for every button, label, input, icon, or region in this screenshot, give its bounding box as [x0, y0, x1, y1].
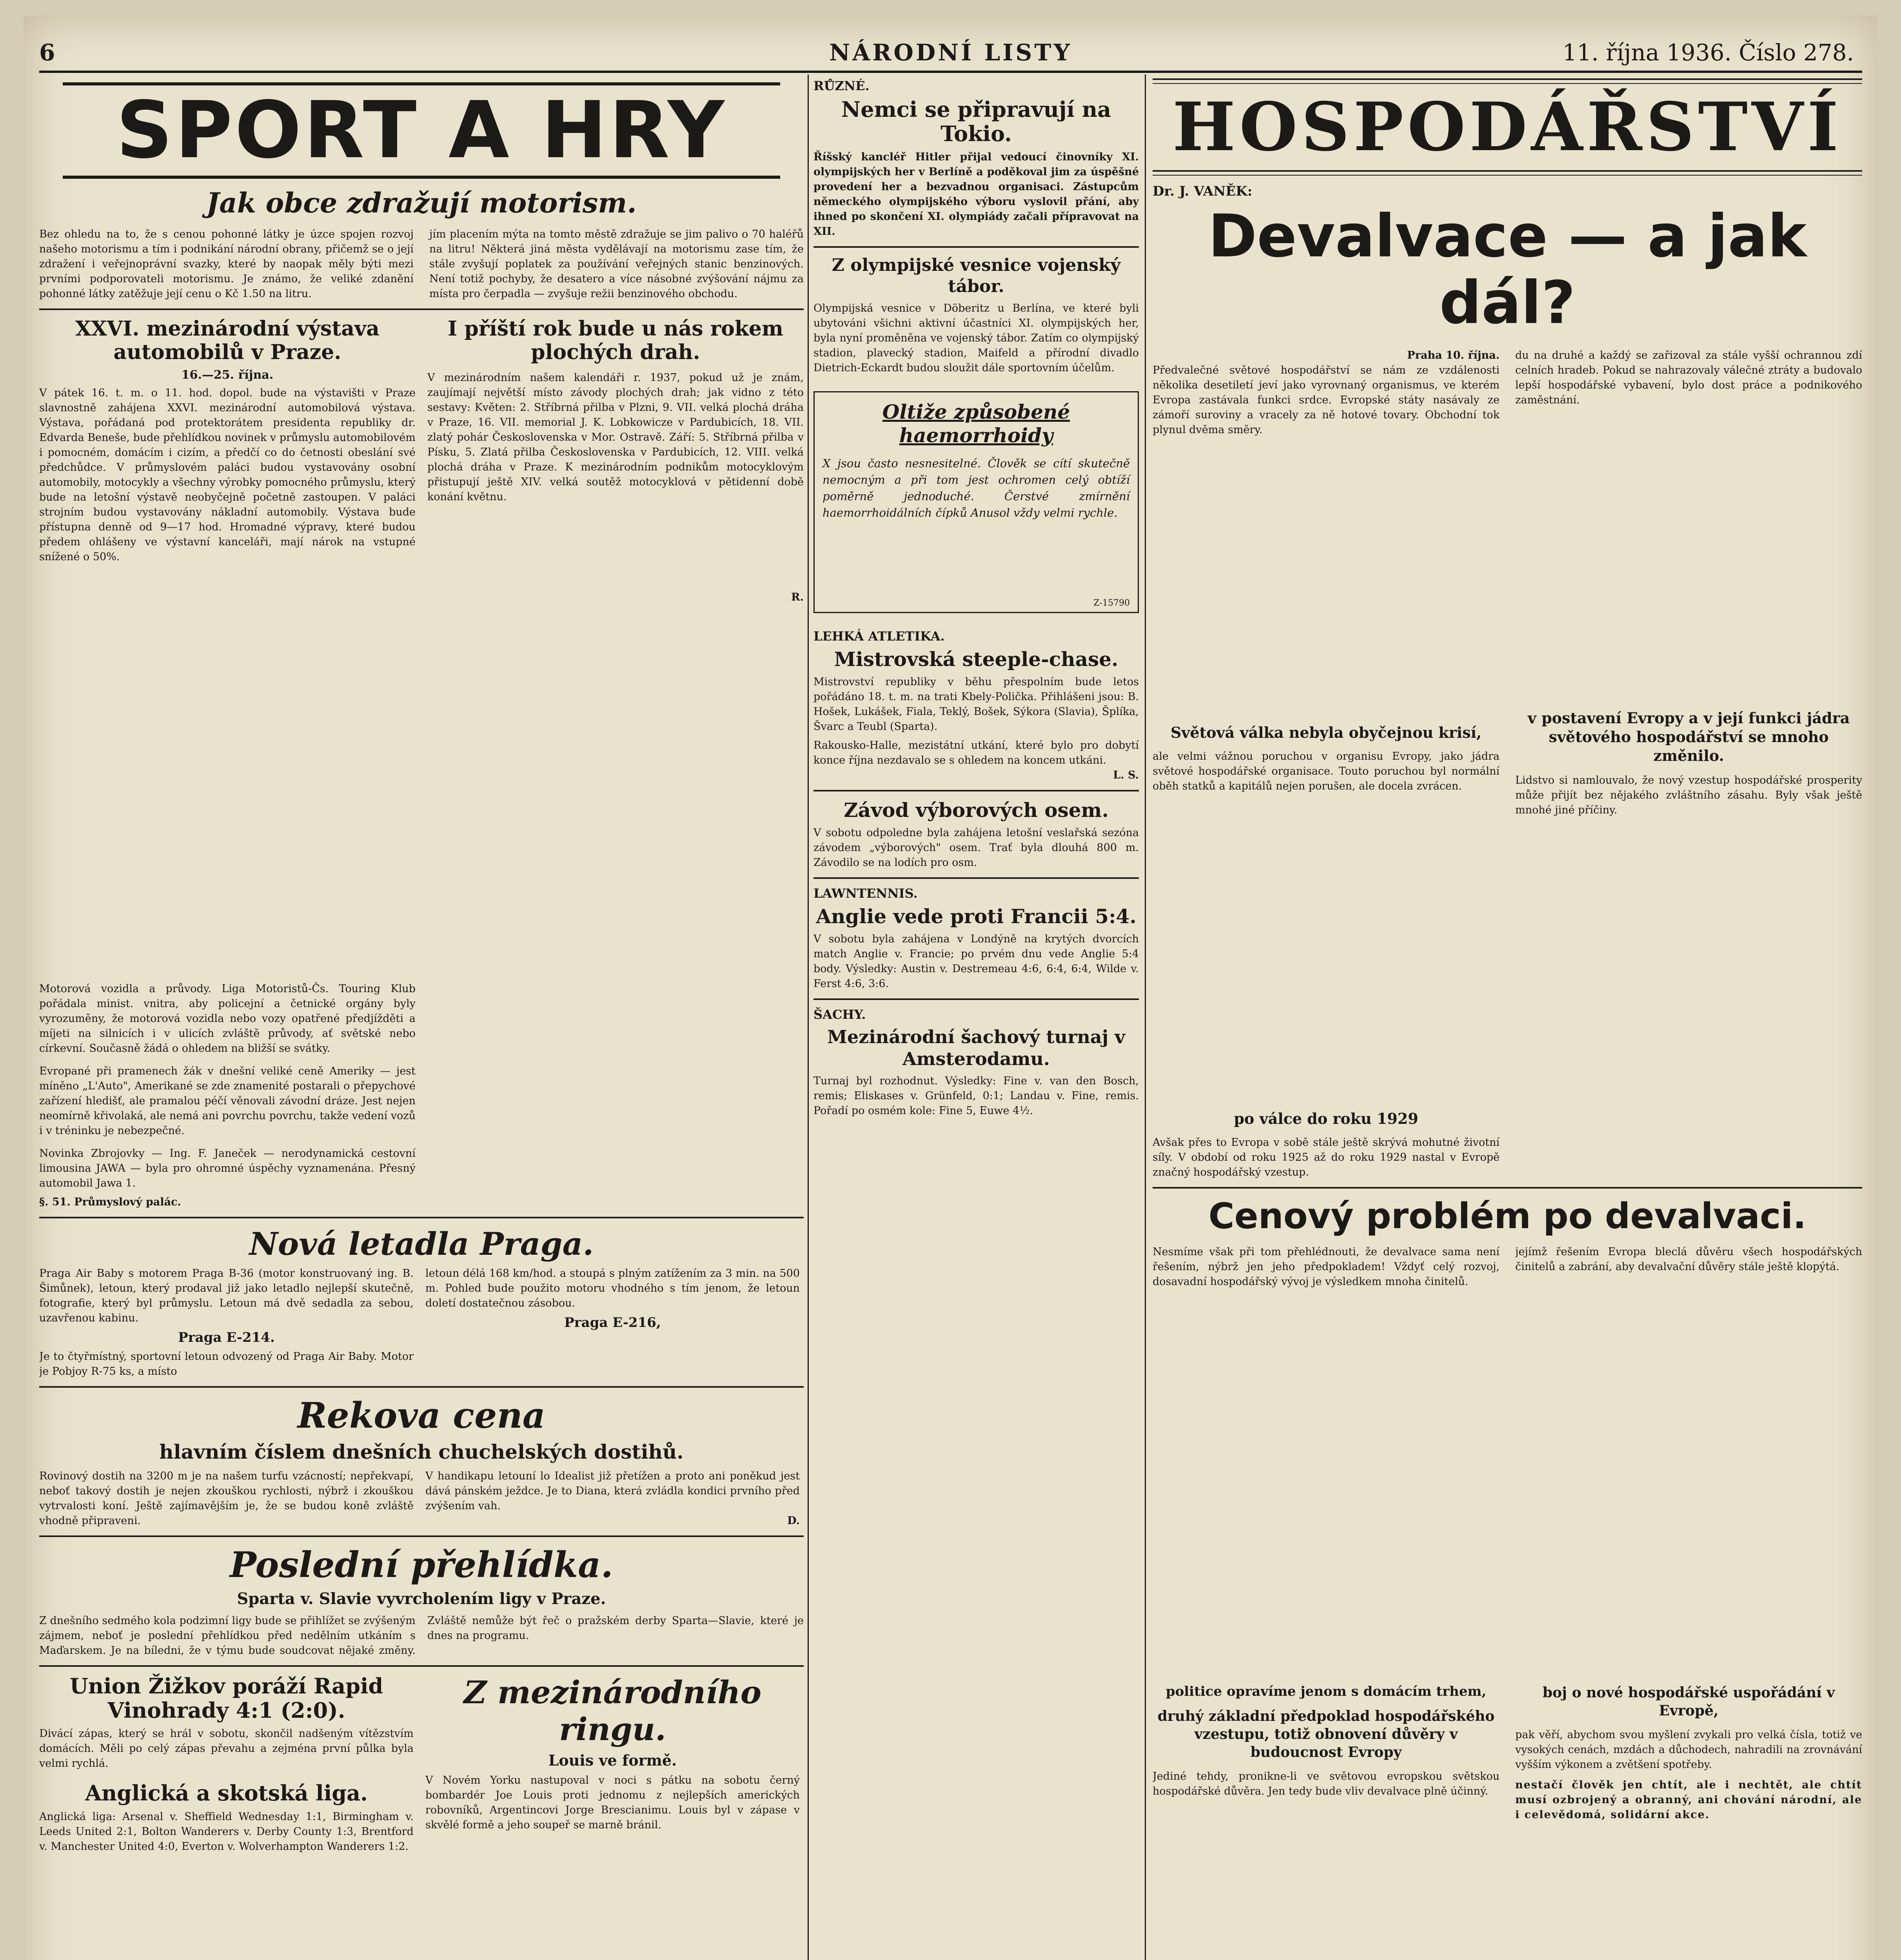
article-text: Anglická liga: Arsenal v. Sheffield Wednesday 1:1, Birmingham v. Leeds United 2:1, Bolton Wanderers v. Derby County 1:3, Brentford v. Manchester United 4:0, Everton v. Wolverhampton Wanderers 1:2. — [39, 1811, 414, 1853]
paper-name: NÁRODNÍ LISTY — [829, 39, 1072, 66]
article-text: Říšský kancléř Hitler přijal vedoucí činovníky XI. olympijských her v Berlíně a poděkoval jim za úspěšné provedení her a bezvadnou organisaci. Zástupcům německého olympijského výboru vyslovil přání, aby ihned po skončení XI. olympiády začali přípravovat na XII. — [813, 151, 1139, 238]
rubric: LEHKÁ ATLETIKA. — [813, 629, 945, 644]
article-text: Olympijská vesnice v Döberitz u Berlína, ve které byli ubytováni všichni aktivní účastníci XI. olympijských her, byla nyní proměněna ve vojenský tábor. Zatím co olympijský stadion, plavecký stadion, Maifeld a přírodní divadlo Dietrich-Eckardt budou sloužit dále sportovním účelům. — [813, 302, 1139, 374]
closing-text: nestačí člověk jen chtít, ale i nechtět, ale chtít musí ozbrojený a obranný, ani chování národní, ale i celevědomá, solidární akce. — [1515, 1779, 1862, 1821]
sport-middle-column — [813, 78, 1139, 1960]
subhead: druhý základní předpoklad hospodářského vzestupu, totiž obnovení důvěry v budoucnost Evropy — [1157, 1708, 1495, 1760]
aircraft-label: Praga E-214. — [178, 1330, 275, 1345]
economy-area — [1153, 78, 1862, 1960]
article-title: Z olympijské vesnice vojenský tábor. — [832, 255, 1121, 296]
article-title: Poslední přehlídka. — [230, 1544, 613, 1586]
article-title: Devalvace — a jak dál? — [1208, 202, 1807, 337]
sport-section-title: SPORT A HRY — [63, 82, 780, 179]
article-text: Je to čtyřmístný, sportovní letoun odvozený od Praga Air Baby. Motor je Pobjoy R-75 ks, a místo — [39, 1350, 414, 1377]
article-text: ale velmi vážnou poruchou v organisu Evropy, jako jádra světové hospodářské organisace. Touto poruchou byl normální oběh statků a kapitálů nejen porušen, ale docela zvrácen. — [1153, 750, 1500, 792]
notice-text: Novinka Zbrojovky — Ing. F. Janeček — nerodynamická cestovní limousina JAWA — byla pro ohromné úspěchy vyznamenána. Přesný automobil Jawa 1. — [39, 1147, 416, 1189]
notice-text: Motorová vozidla a průvody. Liga Motoristů-Čs. Touring Klub pořádala minist. vnitra, aby policejní a četnické orgány byly vyrozuměny, že motorová vozidla nebo vozy opatřené předjížděti a míjeti na silnicích i v ulicích zvláště průvody, ať světské nebo církevní. Současně žádá o ohledem na bližší se svátky. — [39, 983, 416, 1054]
article-text: Divácí zápas, který se hrál v sobotu, skončil nadšeným vítězstvím domácích. Měli po celý zápas převahu a zejména první půlka byla velmi rychlá. — [39, 1728, 414, 1769]
rubric: RŮZNÉ. — [813, 78, 870, 93]
rubric: LAWNTENNIS. — [813, 886, 918, 901]
article-text: pak věří, abychom svou myšlení zvykali pro velká čísla, totiž ve vysokých cenách, mzdách a důchodech, nahradili na zrovnávání vyšším výkonem a zvětšení spotřeby. — [1515, 1729, 1862, 1771]
article-text: Jediné tehdy, pronikne-li ve světovou evropskou světskou hospodářské důvěra. Jen tedy bude vliv devalvace plně účinný. — [1153, 1770, 1500, 1797]
article-text: V mezinárodním našem kalendáři r. 1937, pokud už je znám, zaujímají největší místo závody plochých drah; jak vidno z této sestavy: Květen: 2. Stříbrná přilba v Plzni, 9. VII. velká plochá dráha v Praze, 16. VII. memorial J. K. Lobkowicze v Pardubicích, 18. VII. zlatý pohár Československa v Mor. Ostravě. Září: 5. Stříbrná přilba v Písku, 5. Zlatá přilba Československa v Pardubicích, 12. VIII. velká plochá dráha v Praze. K mezinárodním podnikům motocyklovým přistupují ještě XIV. velká soutěž motocyklová v pětidenní době konání květnu. — [427, 372, 804, 503]
header-rule — [39, 71, 1862, 73]
article-text: V pátek 16. t. m. o 11. hod. dopol. bude na výstavišti v Praze slavnostně zahájena XXVI. mezinárodní automobilová výstava. Výstava, pořádaná pod protektorátem presidenta republiky dr. Edvarda Beneše, bude přehlídkou novinek v průmyslu automobilovém i pomocném, domácím i cizím, a předčí co do četnosti obeslání své předchůdce. V průmyslovém paláci budou vystavovány osobní automobily, motocykly a všechny výrobky pomocného průmyslu, který bude na letošní výstavě neobyčejně početně zastoupen. V paláci strojním budou vystavovány nákladní automobily. Výstava bude přístupna denně od 9—17 hod. Hromadné výpravy, které budou předem ohlášeny ve výstavní kanceláři, mají nárok na vstupné snížené o 50%. — [39, 387, 416, 563]
page-number: 6 — [39, 39, 58, 66]
subhead: boj o nové hospodářské uspořádání v Evropě, — [1542, 1684, 1835, 1719]
subhead: politice opravíme jenom s domácím trhem, — [1166, 1684, 1487, 1699]
ad-line: §. 51. Průmyslový palác. — [39, 1196, 181, 1208]
issue-date: 11. října 1936. Číslo 278. — [1562, 39, 1854, 66]
article-text: Mistrovství republiky v běhu přespolním bude letos pořádáno 18. t. m. na trati Kbely-Polička. Přihlášeni jsou: B. Hošek, Lukášek, Fiala, Teklý, Bošek, Sýkora (Slavia), Šplíka, Švarc a Teubl (Sparta). — [813, 676, 1139, 733]
article-text: Turnaj byl rozhodnut. Výsledky: Fine v. van den Bosch, remis; Eliskases v. Grünfeld, 0:1; Landau v. Fine, remis. Pořadí po osmém kole: Fine 5, Euwe 4½. — [813, 1075, 1139, 1117]
byline: Dr. J. VANĚK: — [1153, 183, 1253, 199]
ad-text: X jsou často nesnesitelné. Člověk se cítí skutečně nemocným a při tom jest ochromen celý obtíží poměrně jednoduché. Čerstvé zmírnění haemorrhoidálních čípků Anusol vždy velmi rychle. — [822, 457, 1130, 519]
article-text: jejímž řešením Evropa bleclá důvěru všech hospodářských činitelů a zabrání, aby devalvační důvěry stále ještě klopýtá. — [1515, 1246, 1862, 1273]
article-title: Rekova cena — [297, 1395, 546, 1436]
article-dateline: Praha 10. října. — [1407, 349, 1500, 361]
article-text: V Novém Yorku nastupoval v noci s pátku na sobotu černý bombardér Joe Louis proti jednomu z nejlepších amerických robovníků, Argentincovi Jorge Brescianimu. Louis byl v zápase v skvělé formě a jeho soupeř se marně bránil. — [425, 1774, 800, 1831]
subhead: Světová válka nebyla obyčejnou krisí, — [1170, 724, 1482, 741]
article-title: Cenový problém po devalvaci. — [1208, 1196, 1807, 1237]
article-text: V sobotu byla zahájena v Londýně na krytých dvorcích match Anglie v. Francie; po prvém dnu vede Anglie 5:4 body. Výsledky: Austin v. Destremeau 4:6, 6:4, 6:4, Wilde v. Ferst 4:6, 3:6. — [813, 933, 1139, 990]
article-text: Rovinový dostih na 3200 m je na našem turfu vzácností; nepřekvapí, neboť takový dostih je nejen zkouškou rychlosti, nýbrž i zkouškou vytrvalosti koní. Ještě zajímavějším je, že se budou koně zvláště vhodně připraveni. — [39, 1470, 414, 1527]
article-title: XXVI. mezinárodní výstava automobilů v Praze. — [75, 317, 379, 364]
rubric: ŠACHY. — [813, 1007, 866, 1022]
sport-left-area — [39, 78, 804, 1960]
article-text: Praga Air Baby s motorem Praga B-36 (motor konstruovaný ing. B. Šimůnek), letoun, který prodaval již jako letadlo nejlepší skutečně, fotografie, který byl průmyslu. Letoun má dvě sedadla za sebou, uzavřenou kabinu. — [39, 1267, 414, 1324]
article-title: Anglie vede proti Francii 5:4. — [816, 905, 1137, 928]
advertisement — [813, 391, 1139, 613]
article-sign: D. — [787, 1515, 800, 1527]
newspaper-page — [24, 16, 1877, 1960]
article-sign: L. S. — [1113, 769, 1139, 781]
article-subtitle: Louis ve formě. — [548, 1751, 677, 1769]
article-title: Z mezinárodního ringu. — [463, 1674, 762, 1748]
column-divider — [808, 74, 809, 1960]
article-text: Avšak přes to Evropa v sobě stále ještě skrývá mohutné životní síly. V období od roku 1925 až do roku 1929 nastal v Evropě značný hospodářský vzestup. — [1153, 1136, 1500, 1178]
article-text: Bez ohledu na to, že s cenou pohonné látky je úzce spojen rozvoj našeho motorismu a tím i podnikání národní obrany, přičemž se o její zdražení i veřejnoprávní svazky, které by naopak měly býti mezi prvními podporovateli motorismu. Je známo, že veliké zdanění pohonné látky zatěžuje její cenu o Kč 1.50 na litru. — [39, 228, 414, 300]
notice-text: Evropané při pramenech žák v dnešní veliké ceně Ameriky — jest míněno „L'Auto", Amerikané se zde znamenité postarali o přepychové zařízení hledišť, ale pramalou péčí věnovali závodní dráze. Jest nejen neomírně křivolaká, ale nemá ani povrchu povrchu, takže vedení vozů i v tréninku je nebezpečné. — [39, 1065, 416, 1137]
article-text: V sobotu odpoledne byla zahájena letošní veslařská sezóna závodem „výborových" osem. Trať byla dlouhá 800 m. Závodilo se na lodích pro osm. — [813, 827, 1139, 869]
article-text: du na druhé a každý se zařizoval za stále vyšší ochrannou zdí celních hradeb. Pokud se nahrazovaly válečné ztráty a budovalo lepší hospodářské vybavení, bylo dost práce a podnikového zaměstnání. — [1515, 349, 1862, 406]
article-sign: R. — [791, 591, 804, 603]
article-title: Jak obce zdražují motorism. — [206, 187, 637, 219]
article-text: Lidstvo si namlouvalo, že nový vzestup hospodářské prosperity může přijít bez nějakého zvláštního zásahu. Byly však ještě mnohé jiné příčiny. — [1515, 774, 1862, 816]
article-text: Předvalečné světové hospodářství se nám ze vzdálenosti několika desetiletí jeví jako vyrovnaný organismus, ve kterém Evropa zastávala funkci srdce. Evropské státy nasávaly ze zámoří suroviny a vracely za ně hotové tovary. Obchodní tok plynul dvěma směry. — [1153, 364, 1500, 436]
article-text: Z dnešního sedmého kola podzimní ligy bude se přihlížet se zvýšeným zájmem, neboť je poslední přehlídkou před nedělním utkáním s Maďarskem. Je na bíledni, že v týmu bude soudcovat nějaké změny. Zvláště nemůže být řeč o pražském derby Sparta—Slavie, které je dnes na programu. — [39, 1615, 804, 1657]
article-title: Mistrovská steeple-chase. — [834, 648, 1118, 671]
ad-title: Oltiže způsobené haemorrhoidy — [882, 400, 1070, 447]
ad-code: Z-15790 — [1093, 598, 1130, 608]
article-title: Nová letadla Praga. — [249, 1225, 594, 1262]
subhead: po válce do roku 1929 — [1234, 1110, 1418, 1127]
article-title: Anglická a skotská liga. — [85, 1780, 368, 1806]
article-subtitle: hlavním číslem dnešních chuchelských dostihů. — [159, 1440, 684, 1463]
article-title: Závod výborových osem. — [844, 799, 1109, 822]
article-title: Mezinárodní šachový turnaj v Amsterodamu. — [827, 1026, 1125, 1069]
article-title: Union Žižkov poráží Rapid Vinohrady 4:1 (2:0). — [69, 1673, 383, 1723]
article-title: Nemci se připravují na Tokio. — [841, 97, 1111, 146]
article-dateline: 16.—25. října. — [181, 368, 274, 382]
column-divider — [1145, 74, 1146, 1960]
economy-section-title: HOSPODÁŘSTVÍ — [1172, 88, 1843, 166]
article-text: V handikapu letouní lo Idealist již přetížen a proto ani poněkud jest dává pánském ježdce. Je to Diana, která zvládla kondici prvního před zvýšením vah. — [425, 1470, 800, 1512]
article-text: Nesmíme však při tom přehlédnouti, že devalvace sama není řešením, nýbrž jen jeho předpokladem! Vždyť celý rozvoj, dosavadní hospodářský vývoj je výsledkem mnoha činitelů. — [1153, 1246, 1500, 1288]
article-text: letoun délá 168 km/hod. a stoupá s plným zatížením za 3 min. na 500 m. Pohled bude použito motoru vhodného s tím jenom, že letoun doletí dostatečnou zásobou. — [425, 1267, 800, 1309]
article-text: Rakousko-Halle, mezistátní utkání, které bylo pro dobytí konce října nezdavalo se s ohledem na koncem utkáni. — [813, 739, 1139, 766]
article-title: I příští rok bude u nás rokem plochých drah. — [447, 317, 784, 364]
article-subtitle: Sparta v. Slavie vyvrcholením ligy v Praze. — [237, 1590, 606, 1608]
aircraft-label: Praga E-216, — [564, 1315, 661, 1330]
article-text: jím placením mýta na tomto městě zdražuje se jim palivo o 70 haléřů na litru! Některá jiná města vydělávají na motorismu zase tím, že stále zvyšují poplatek za používání veřejných stanic benzinových. Není totiž pochyby, že desatero a více násobné zvýšování nájmu za místa pro čerpadla — zvyšuje režii benzinového obchodu. — [429, 228, 804, 300]
subhead: v postavení Evropy a v její funkci jádra světového hospodářství se mnoho změnilo. — [1527, 709, 1850, 764]
